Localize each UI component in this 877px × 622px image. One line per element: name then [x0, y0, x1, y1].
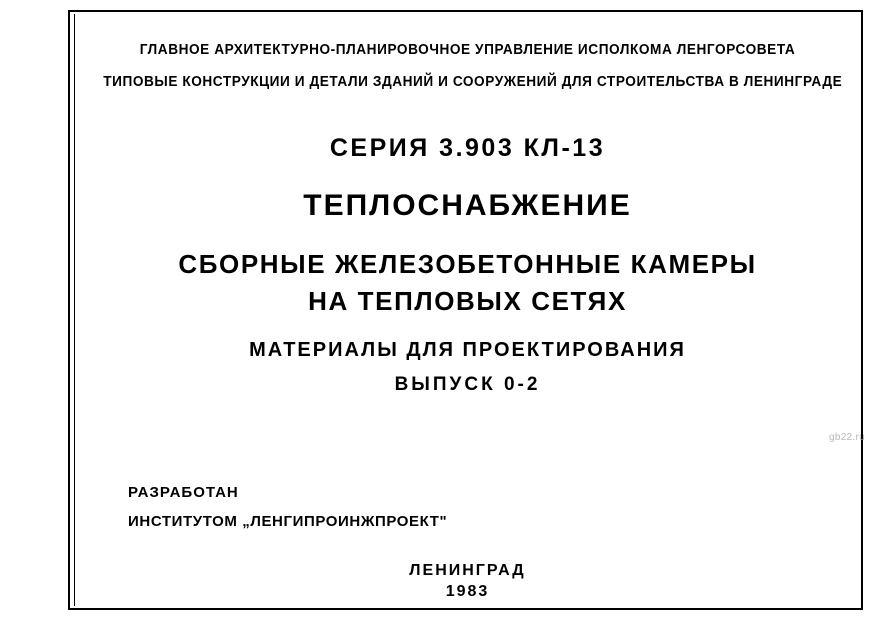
- watermark-text: gb22.ru: [828, 432, 865, 443]
- document-title: ТЕПЛОСНАБЖЕНИЕ: [303, 189, 632, 222]
- developer-institute: ИНСТИТУТОМ „ЛЕНГИПРОИНЖПРОЕКТ": [128, 513, 448, 530]
- header-organization-line: ГЛАВНОЕ АРХИТЕКТУРНО-ПЛАНИРОВОЧНОЕ УПРАВЛЕНИЕ ИСПОЛКОМА ЛЕНГОРСОВЕТА: [139, 42, 796, 58]
- header-subject-line: ТИПОВЫЕ КОНСТРУКЦИИ И ДЕТАЛИ ЗДАНИЙ И СООРУЖЕНИЙ ДЛЯ СТРОИТЕЛЬСТВА В ЛЕНИНГРАДЕ: [103, 74, 843, 90]
- document-subtitle-line-2: НА ТЕПЛОВЫХ СЕТЯХ: [308, 286, 627, 316]
- publication-year: 1983: [445, 583, 490, 600]
- issue-number: ВЫПУСК 0-2: [394, 374, 541, 395]
- document-subtitle-line-1: СБОРНЫЕ ЖЕЛЕЗОБЕТОННЫЕ КАМЕРЫ: [178, 249, 757, 279]
- developer-block: [128, 484, 447, 530]
- page-content: [80, 14, 855, 604]
- materials-line: МАТЕРИАЛЫ ДЛЯ ПРОЕКТИРОВАНИЯ: [249, 339, 686, 361]
- publication-city: ЛЕНИНГРАД: [409, 562, 526, 579]
- developer-label: РАЗРАБОТАН: [128, 484, 239, 501]
- imprint-block: [80, 562, 855, 601]
- series-number: СЕРИЯ 3.903 КЛ-13: [329, 134, 606, 162]
